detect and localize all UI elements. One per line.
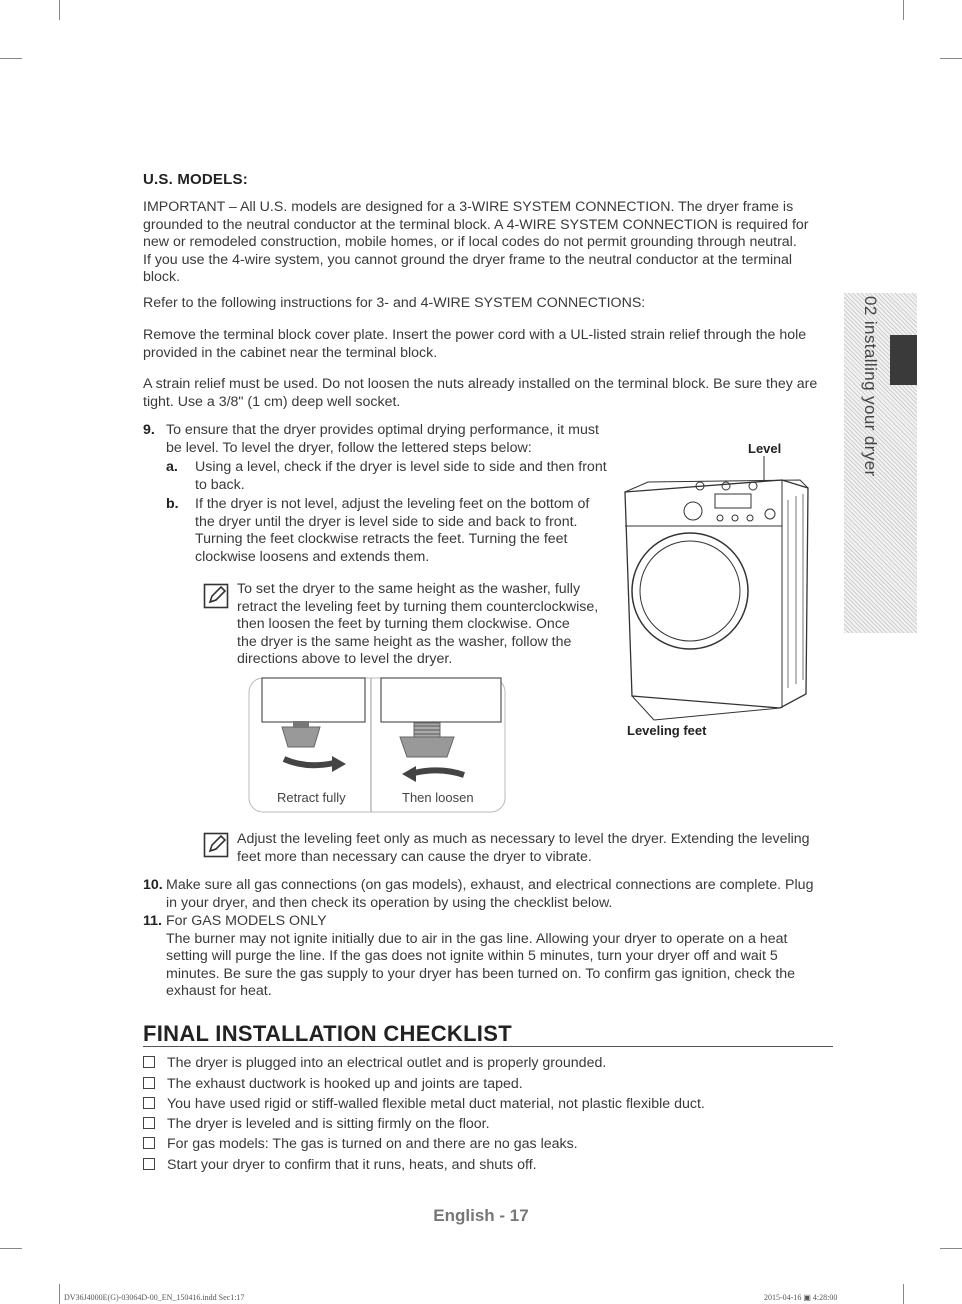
step-9-text: To ensure that the dryer provides optimal drying performance, it must be level. To level the dryer, follow the lettered steps below: <box>166 422 599 456</box>
crop-mark <box>940 1248 962 1249</box>
crop-mark <box>0 58 22 59</box>
us-models-heading: U.S. MODELS: <box>143 171 248 188</box>
checklist-item: The dryer is leveled and is sitting firmly on the floor. <box>143 1115 490 1133</box>
crop-mark <box>940 58 962 59</box>
checkbox-icon <box>143 1137 155 1149</box>
crop-mark <box>903 0 904 20</box>
checklist-item: The exhaust ductwork is hooked up and joints are taped. <box>143 1075 523 1093</box>
strain-relief-paragraph: A strain relief must be used. Do not loosen the nuts already installed on the terminal block. Be sure they are tight. Use a 3/8" (1 cm) deep well socket. <box>143 376 818 410</box>
leveling-feet-label: Leveling feet <box>627 723 707 738</box>
leveling-note: To set the dryer to the same height as the washer, fully retract the leveling feet by turning them counterclockwise, then loosen the feet by turning them clockwise. Once the dryer is the same height as the washer, follow the directions above to level the dryer. <box>237 581 599 668</box>
step-11-text: For GAS MODELS ONLY The burner may not ignite initially due to air in the gas line. Allowing your dryer to operate on a heat setting will purge the line. If the gas does not ignite within 5 minutes, turn your dryer off and wait 5 minutes. Be sure the gas supply to your dryer has been turned on. To confirm gas ignition, check the exhaust for heat. <box>166 913 796 1000</box>
crop-mark <box>0 1248 22 1249</box>
crop-mark <box>59 1284 60 1304</box>
checkbox-icon <box>143 1056 155 1068</box>
refer-paragraph: Refer to the following instructions for 3- and 4-WIRE SYSTEM CONNECTIONS: <box>143 295 646 311</box>
level-label: Level <box>748 441 782 456</box>
footer-file-info: DV36J4000E(G)-03064D-00_EN_150416.indd Sec1:17 <box>64 1293 245 1302</box>
crop-mark <box>59 0 60 20</box>
checklist-item: The dryer is plugged into an electrical outlet and is properly grounded. <box>143 1054 606 1072</box>
important-paragraph: IMPORTANT – All U.S. models are designed for a 3-WIRE SYSTEM CONNECTION. The dryer frame is grounded to the neutral conductor at the terminal block. A 4-WIRE SYSTEM CONNECTION is required for new or remodeled construction, mobile homes, or if local codes do not permit grounding through neutral. If you use the 4-wire system, you cannot ground the dryer frame to the neutral conductor at the terminal block. <box>143 199 809 286</box>
remove-paragraph: Remove the terminal block cover plate. Insert the power cord with a UL-listed strain relief through the hole provided in the cabinet near the terminal block. <box>143 327 807 361</box>
step-9-number: 9. <box>143 422 155 438</box>
dryer-illustration <box>620 456 820 726</box>
checkbox-icon <box>143 1117 155 1129</box>
note-icon <box>203 832 229 858</box>
footer-date-info: 2015-04-16 ▣ 4:28:00 <box>764 1293 838 1302</box>
step-10-number: 10. <box>143 877 163 893</box>
checklist-item: For gas models: The gas is turned on and there are no gas leaks. <box>143 1135 578 1153</box>
adjust-feet-note: Adjust the leveling feet only as much as necessary to level the dryer. Extending the leveling feet more than necessary can cause the dryer to vibrate. <box>237 831 810 865</box>
step-9a-text: Using a level, check if the dryer is level side to side and then front to back. <box>195 459 607 493</box>
checkbox-icon <box>143 1158 155 1170</box>
step-9b-label: b. <box>166 496 179 512</box>
step-9a-label: a. <box>166 459 178 475</box>
note-icon <box>203 583 229 609</box>
step-9b-text: If the dryer is not level, adjust the leveling feet on the bottom of the dryer until the dryer is level side to side and back to front. Turning the feet clockwise retracts the feet. Turning the feet clockwise loosens and extends them. <box>195 496 590 565</box>
step-11-number: 11. <box>143 913 162 929</box>
checkbox-icon <box>143 1077 155 1089</box>
crop-mark <box>903 1284 904 1304</box>
checklist-item: You have used rigid or stiff-walled flexible metal duct material, not plastic flexible duct. <box>143 1095 705 1113</box>
checkbox-icon <box>143 1097 155 1109</box>
checklist-item: Start your dryer to confirm that it runs, heats, and shuts off. <box>143 1156 537 1174</box>
retract-fully-label: Retract fully <box>277 790 346 805</box>
chapter-side-tab-marker <box>890 335 917 385</box>
checklist-rule <box>143 1046 833 1047</box>
step-10-text: Make sure all gas connections (on gas models), exhaust, and electrical connections are complete. Plug in your dryer, and then check its operation by using the checklist below. <box>166 877 814 911</box>
checklist-title: FINAL INSTALLATION CHECKLIST <box>143 1021 512 1046</box>
chapter-side-tab-label: 02 installing your dryer <box>861 296 880 477</box>
then-loosen-label: Then loosen <box>402 790 474 805</box>
page-number: English - 17 <box>433 1206 529 1225</box>
